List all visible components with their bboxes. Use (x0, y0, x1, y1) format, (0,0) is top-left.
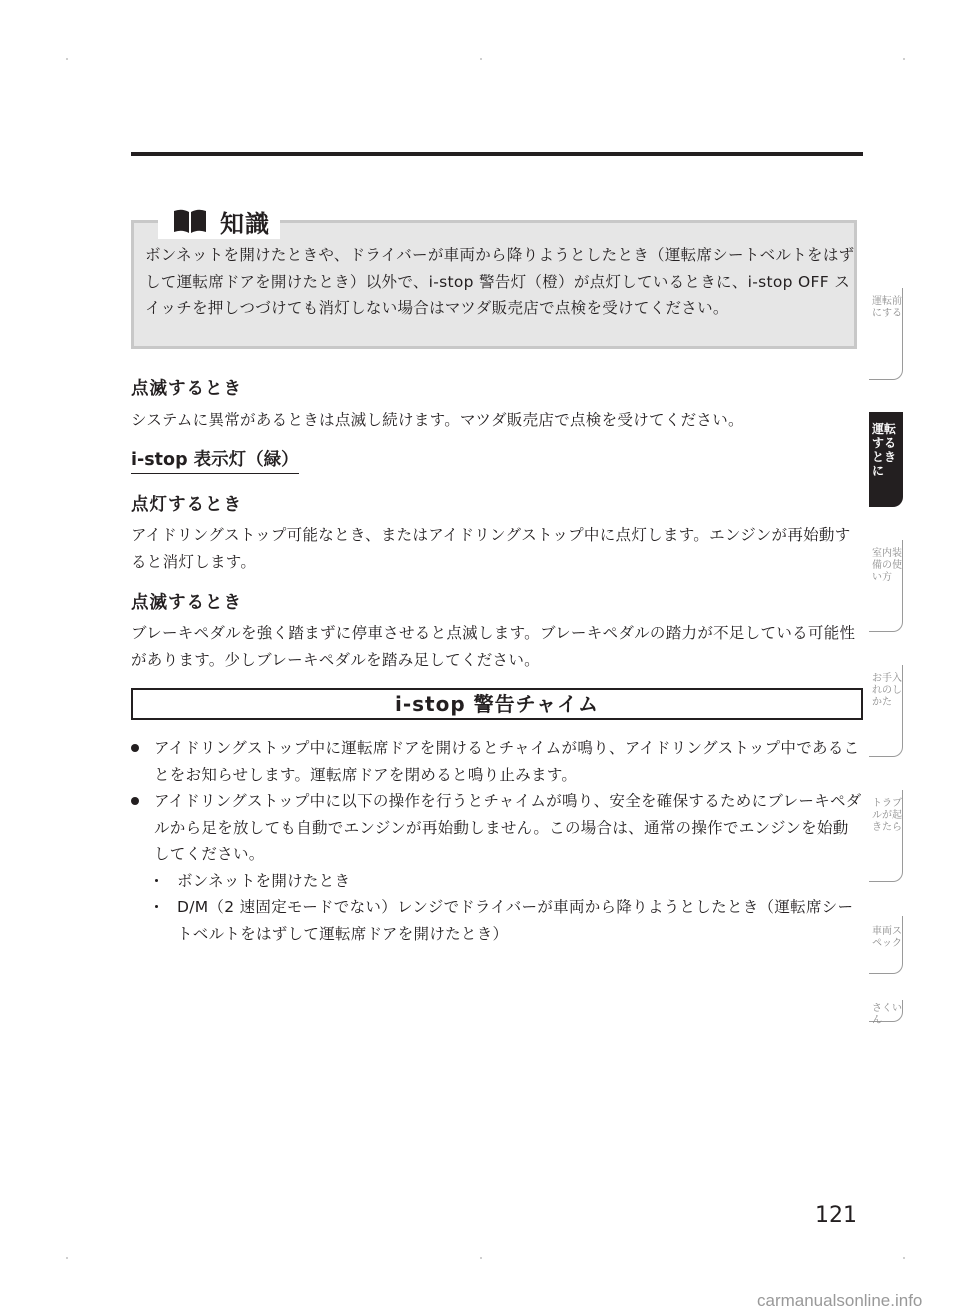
list-item (131, 735, 863, 788)
knowledge-title: 知識 (220, 209, 270, 238)
side-tab-when-driving[interactable]: 運転するときに (869, 412, 903, 507)
crop-mark (903, 58, 905, 60)
side-tab-maintenance[interactable]: お手入れのしかた (869, 665, 903, 757)
crop-mark (903, 1257, 905, 1259)
sub-list-item (155, 894, 863, 947)
crop-mark (480, 58, 482, 60)
sub-list-item (155, 868, 863, 895)
header-rule (131, 152, 863, 156)
crop-mark (480, 1257, 482, 1259)
crop-mark (66, 1257, 68, 1259)
paragraph-lit: アイドリングストップ可能なとき、またはアイドリングストップ中に点灯します。エンジンが再始動すると消灯します。 (131, 526, 851, 571)
heading-blink-1: 点滅するとき (131, 379, 242, 399)
sub-bullet-icon (155, 905, 158, 908)
indicator-heading: i-stop 表示灯（緑） (131, 446, 299, 474)
side-tab-before-driving[interactable]: 運転前にする (869, 288, 903, 380)
paragraph-blink-2: ブレーキペダルを強く踏まずに停車させると点滅します。ブレーキペダルの踏力が不足している可能性があります。少しブレーキペダルを踏み足してください。 (131, 624, 856, 669)
knowledge-text: ボンネットを開けたときや、ドライバーが車両から降りようとしたとき（運転席シートベルトをはずして運転席ドアを開けたとき）以外で、i-stop 警告灯（橙）が点灯しているときに、i-stop OFF スイッチを押しつづけても消灯しない場合はマツダ販売店で点検を受けてください。 (145, 246, 855, 317)
book-icon (172, 208, 208, 234)
list-item (131, 788, 863, 868)
crop-mark (66, 58, 68, 60)
sub-item-text: D/M（2 速固定モードでない）レンジでドライバーが車両から降りようとしたとき（運転席シートベルトをはずして運転席ドアを開けたとき） (177, 898, 854, 943)
sub-bullet-icon (155, 879, 158, 882)
watermark: carmanualsonline.info (757, 1291, 923, 1310)
heading-blink-2: 点滅するとき (131, 593, 242, 613)
bullet-text: アイドリングストップ中に以下の操作を行うとチャイムが鳴り、安全を確保するためにブレーキペダルから足を放しても自動でエンジンが再始動しません。この場合は、通常の操作でエンジンを始動してください。 (154, 792, 862, 863)
sub-item-text: ボンネットを開けたとき (177, 872, 351, 890)
bullet-icon (131, 744, 139, 752)
page-number: 121 (815, 1203, 857, 1228)
bullet-text: アイドリングストップ中に運転席ドアを開けるとチャイムが鳴り、アイドリングストップ中であることをお知らせします。運転席ドアを閉めると鳴り止みます。 (154, 739, 860, 784)
knowledge-header (158, 203, 280, 239)
heading-lit: 点灯するとき (131, 495, 242, 515)
side-tab-trouble[interactable]: トラブルが起きたら (869, 790, 903, 882)
side-tab-specs[interactable]: 車両スペック (869, 916, 903, 974)
chime-section-title: i-stop 警告チャイム (131, 688, 863, 720)
side-tab-index[interactable]: さくいん (869, 1000, 903, 1022)
side-tab-interior[interactable]: 室内装備の使い方 (869, 540, 903, 632)
paragraph-blink-1: システムに異常があるときは点滅し続けます。マツダ販売店で点検を受けてください。 (131, 411, 744, 429)
bullet-icon (131, 797, 139, 805)
